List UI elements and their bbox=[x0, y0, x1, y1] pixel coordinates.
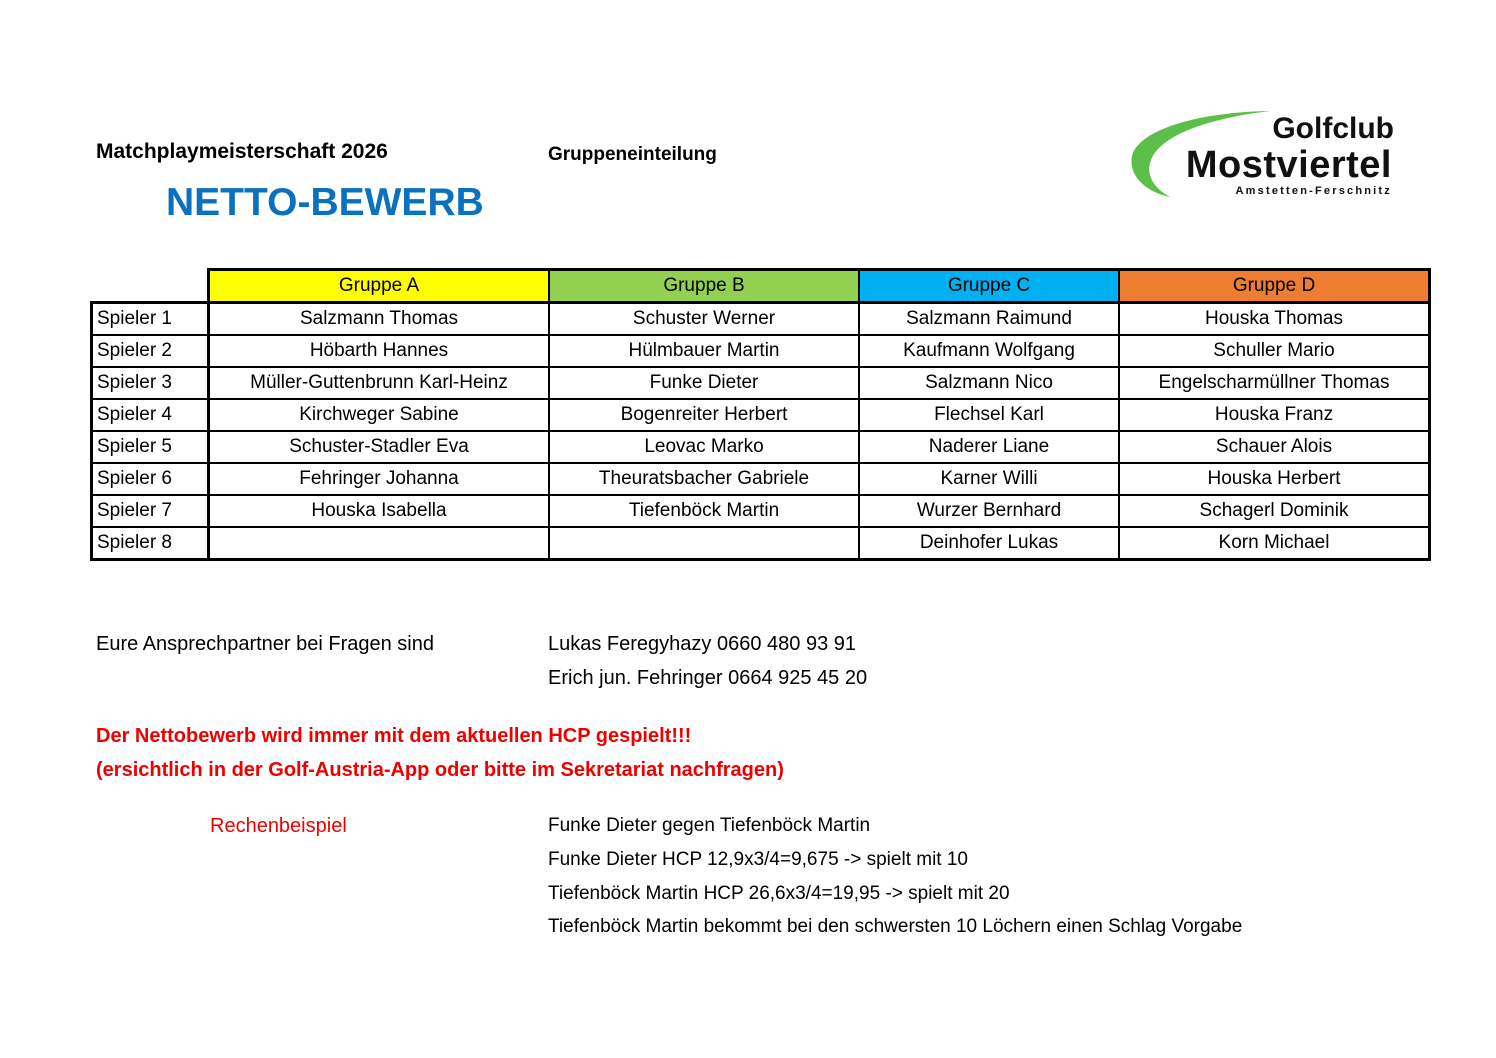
player-cell: Schauer Alois bbox=[1119, 431, 1430, 463]
player-cell: Bogenreiter Herbert bbox=[549, 399, 859, 431]
table-row bbox=[92, 367, 1430, 399]
player-cell: Houska Thomas bbox=[1119, 303, 1430, 336]
contact-person-2: Erich jun. Fehringer 0664 925 45 20 bbox=[548, 667, 868, 689]
contact-label: Eure Ansprechpartner bei Fragen sind bbox=[96, 633, 434, 655]
row-label: Spieler 2 bbox=[92, 335, 209, 367]
category-heading: NETTO-BEWERB bbox=[166, 181, 484, 224]
player-cell: Korn Michael bbox=[1119, 527, 1430, 560]
row-label: Spieler 7 bbox=[92, 495, 209, 527]
row-label: Spieler 5 bbox=[92, 431, 209, 463]
hcp-notice-detail: (ersichtlich in der Golf-Austria-App oder bitte im Sekretariat nachfragen) bbox=[96, 759, 784, 781]
table-row bbox=[92, 303, 1430, 336]
row-label: Spieler 8 bbox=[92, 527, 209, 560]
table-row bbox=[92, 399, 1430, 431]
group-b-header: Gruppe B bbox=[549, 270, 859, 303]
example-line: Funke Dieter gegen Tiefenböck Martin bbox=[548, 815, 871, 836]
player-cell: Fehringer Johanna bbox=[209, 463, 550, 495]
player-cell: Hülmbauer Martin bbox=[549, 335, 859, 367]
header-corner bbox=[92, 270, 209, 303]
player-cell: Kaufmann Wolfgang bbox=[859, 335, 1119, 367]
player-cell: Houska Franz bbox=[1119, 399, 1430, 431]
group-header-row bbox=[92, 270, 1430, 303]
player-cell bbox=[549, 527, 859, 560]
group-d-header: Gruppe D bbox=[1119, 270, 1430, 303]
player-cell: Houska Isabella bbox=[209, 495, 550, 527]
contact-person-1: Lukas Feregyhazy 0660 480 93 91 bbox=[548, 633, 856, 655]
example-line: Tiefenböck Martin bekommt bei den schwersten 10 Löchern einen Schlag Vorgabe bbox=[548, 916, 1243, 937]
player-cell: Schagerl Dominik bbox=[1119, 495, 1430, 527]
group-c-header: Gruppe C bbox=[859, 270, 1119, 303]
player-cell: Höbarth Hannes bbox=[209, 335, 550, 367]
player-cell: Salzmann Thomas bbox=[209, 303, 550, 336]
player-cell: Leovac Marko bbox=[549, 431, 859, 463]
row-label: Spieler 1 bbox=[92, 303, 209, 336]
logo-text-location: Amstetten-Ferschnitz bbox=[1235, 185, 1392, 197]
player-cell: Wurzer Bernhard bbox=[859, 495, 1119, 527]
player-cell: Schuster-Stadler Eva bbox=[209, 431, 550, 463]
logo-text-golfclub: Golfclub bbox=[1272, 112, 1394, 145]
row-label: Spieler 3 bbox=[92, 367, 209, 399]
document-title: Matchplaymeisterschaft 2026 bbox=[96, 140, 388, 163]
player-cell: Deinhofer Lukas bbox=[859, 527, 1119, 560]
player-cell: Funke Dieter bbox=[549, 367, 859, 399]
player-cell: Engelscharmüllner Thomas bbox=[1119, 367, 1430, 399]
player-cell: Tiefenböck Martin bbox=[549, 495, 859, 527]
player-cell bbox=[209, 527, 550, 560]
player-cell: Schuller Mario bbox=[1119, 335, 1430, 367]
player-cell: Karner Willi bbox=[859, 463, 1119, 495]
table-row bbox=[92, 495, 1430, 527]
club-logo bbox=[1128, 108, 1400, 204]
player-cell: Salzmann Raimund bbox=[859, 303, 1119, 336]
player-cell: Theuratsbacher Gabriele bbox=[549, 463, 859, 495]
player-cell: Naderer Liane bbox=[859, 431, 1119, 463]
player-cell: Flechsel Karl bbox=[859, 399, 1119, 431]
group-a-header: Gruppe A bbox=[209, 270, 550, 303]
example-line: Tiefenböck Martin HCP 26,6x3/4=19,95 -> spielt mit 20 bbox=[548, 883, 1010, 904]
player-cell: Müller-Guttenbrunn Karl-Heinz bbox=[209, 367, 550, 399]
table-row bbox=[92, 431, 1430, 463]
logo-text-mostviertel: Mostviertel bbox=[1185, 144, 1392, 186]
player-cell: Kirchweger Sabine bbox=[209, 399, 550, 431]
player-cell: Salzmann Nico bbox=[859, 367, 1119, 399]
table-row bbox=[92, 463, 1430, 495]
row-label: Spieler 6 bbox=[92, 463, 209, 495]
table-row bbox=[92, 335, 1430, 367]
example-line: Funke Dieter HCP 12,9x3/4=9,675 -> spielt mit 10 bbox=[548, 849, 968, 870]
group-table bbox=[90, 268, 1431, 561]
row-label: Spieler 4 bbox=[92, 399, 209, 431]
document-subtitle: Gruppeneinteilung bbox=[548, 144, 717, 165]
example-label: Rechenbeispiel bbox=[210, 815, 347, 837]
hcp-notice: Der Nettobewerb wird immer mit dem aktuellen HCP gespielt!!! bbox=[96, 725, 692, 747]
table-row bbox=[92, 527, 1430, 560]
player-cell: Houska Herbert bbox=[1119, 463, 1430, 495]
player-cell: Schuster Werner bbox=[549, 303, 859, 336]
